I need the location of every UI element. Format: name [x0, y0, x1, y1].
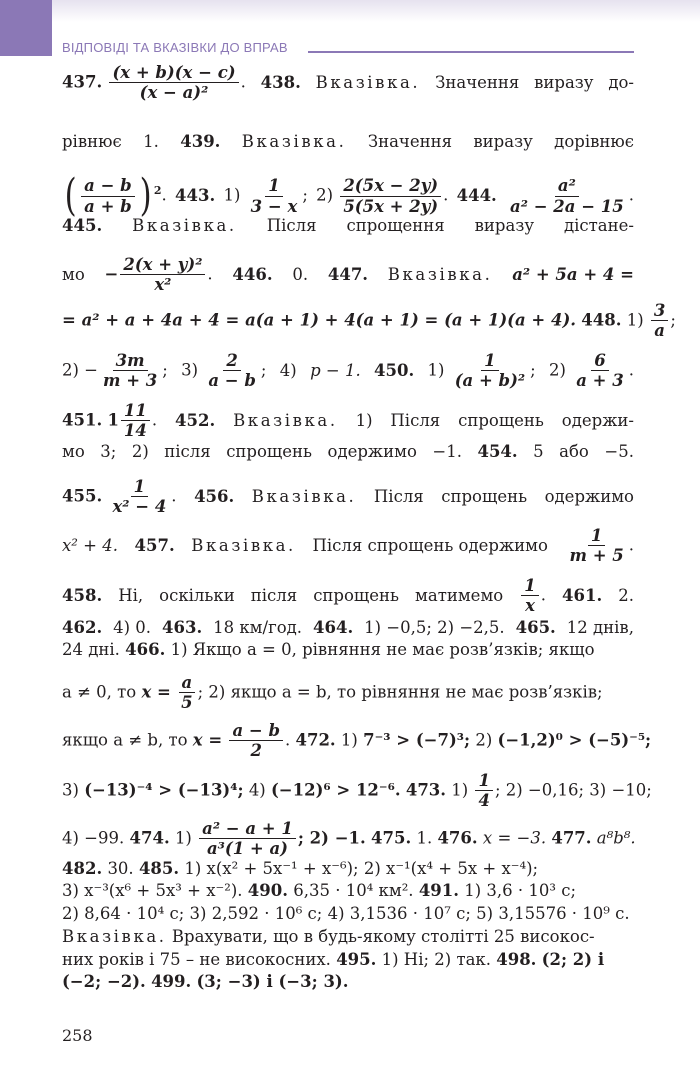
fraction: $\frac{1}{4}$ — [475, 772, 492, 810]
answer-line: ( $\frac{a - b}{a + b}$ ) $^2$. 443. 1) $\frac{1}{3 - x}$ ; 2) $\frac{2(5x - 2y)}{5(5x + 2y)}$ . 444. $\frac{\text{a²}}{\text{a² − 2a − 15}}$ . — [64, 170, 634, 221]
answer-line: мо 3; 2) після спрощень одержимо −1. 454. 5 або −5. — [62, 442, 634, 461]
problem-number: 485. — [138, 859, 180, 878]
answer-line: 482. 30. 485. 1) x(x² + 5x⁻¹ + x⁻⁶); 2) x⁻¹(x⁴ + 5x + x⁻⁴); — [62, 859, 539, 878]
answer-line: x² + 4. 457. Вказівка. Після спрощень одержимо $\frac{1}{m + 5}$ . — [62, 526, 634, 566]
problem-number: 461. — [562, 585, 603, 605]
fraction: $\frac{a - b}{2}$ — [229, 722, 283, 760]
answer-line: a ≠ 0, то x = $\frac{a}{5}$ ; 2) якщо a = b, то рівняння не має розв’язків; — [62, 673, 603, 713]
problem-number: 450. — [374, 360, 415, 380]
answer-line: 445. Вказівка. Після спрощення виразу дістане- — [62, 216, 634, 235]
answer-line: рівнює 1. 439. Вказівка. Значення виразу дорівнює — [62, 132, 634, 151]
hint-label: Вказівка. — [233, 410, 338, 430]
section-title: ВІДПОВІДІ ТА ВКАЗІВКИ ДО ВПРАВ — [62, 40, 288, 55]
problem-number: 472. — [295, 730, 336, 750]
fraction: $\frac{1}{3 - x}$ — [250, 176, 298, 216]
problem-number: 456. — [194, 486, 235, 506]
answer-line: 451. 1 $\frac{11}{14}$ . 452. Вказівка. 1) Після спрощень одержи- — [62, 401, 634, 441]
problem-number: 495. — [336, 950, 377, 969]
answer-line: 4) −99. 474. 1) $\frac{\text{a² − a + 1}}{\text{a³(1 + a)}}$ ; 2) −1. 475. 1. 476. x = −3. 477. a⁸b⁸. — [62, 819, 636, 859]
fraction: $\frac{3}{a}$ — [651, 302, 668, 340]
problem-number: 458. — [62, 585, 103, 605]
problem-number: 464. — [313, 618, 354, 637]
fraction: $\frac{11}{14}$ — [121, 402, 150, 440]
problem-number: 475. — [371, 828, 412, 848]
problem-number: 490. — [247, 881, 288, 900]
answer-line: = a² + a + 4a + 4 = a(a + 1) + 4(a + 1) = (a + 1)(a + 4). 448. 1) $\frac{3}{a}$ ; — [62, 301, 676, 341]
fraction: $\frac{1}{x}$ — [521, 577, 538, 615]
answer-line: Вказівка. Врахувати, що в будь-якому столітті 25 високос- — [62, 927, 595, 946]
hint-label: Вказівка. — [132, 216, 237, 235]
answer-line: 3) x⁻³(x⁶ + 5x³ + x⁻²). 490. 6,35 · 10⁴ км². 491. 1) 3,6 · 10³ с; — [62, 881, 577, 900]
fraction: $\frac{(x + b)(x - c)}{\text{(x − a)²}}$ — [109, 64, 238, 102]
problem-number: 476. — [437, 828, 478, 848]
problem-number: 452. — [175, 410, 216, 430]
problem-number: 498. — [496, 950, 537, 969]
problem-number: 447. — [327, 264, 369, 284]
fraction: $\frac{6}{a + 3}$ — [576, 351, 624, 391]
fraction: $\frac{a}{5}$ — [178, 674, 195, 712]
problem-number: 451. — [62, 410, 103, 430]
hint-label: Вказівка. — [387, 264, 493, 284]
answer-line: 2) − $\frac{3m}{m + 3}$ ; 3) $\frac{2}{a - b}$ ; 4) p − 1. 450. 1) $\frac{1}{\text{(a + b)²}}$ ; 2) $\frac{6}{a + 3}$ . — [62, 351, 634, 391]
problem-number: 444. — [456, 186, 497, 205]
answer-line: 462. 4) 0. 463. 18 км/год. 464. 1) −0,5; 2) −2,5. 465. 12 днів, — [62, 618, 634, 637]
fraction: $\frac{\text{a² − a + 1}}{\text{a³(1 + a)}}$ — [199, 820, 296, 858]
answer-line: 455. $\frac{1}{\text{x² − 4}}$ . 456. Вказівка. Після спрощень одержимо — [62, 477, 634, 517]
fraction: $\frac{1}{\text{x² − 4}}$ — [112, 477, 167, 517]
chapter-tab — [0, 0, 52, 56]
hint-label: Вказівка. — [241, 132, 347, 151]
problem-number: 491. — [418, 881, 459, 900]
problem-number: 443. — [175, 186, 216, 205]
problem-number: 466. — [125, 640, 166, 659]
answer-line: мо − $\frac{\text{2(x + y)²}}{\text{x²}}$ . 446. 0. 447. Вказівка. a² + 5a + 4 = — [62, 255, 634, 295]
answer-line: якщо a ≠ b, то x = $\frac{a - b}{2}$ . 472. 1) 7⁻³ > (−7)³; 2) (−1,2)⁰ > (−5)⁻⁵; — [62, 721, 652, 761]
fraction: $\frac{2(5x - 2y)}{5(5x + 2y)}$ — [340, 177, 441, 215]
fraction: $\frac{\text{2(x + y)²}}{\text{x²}}$ — [120, 256, 205, 294]
answer-line: них років і 75 – не високосних. 495. 1) Ні; 2) так. 498. (2; 2) і — [62, 950, 605, 969]
header-rule — [308, 51, 634, 53]
hint-label: Вказівка. — [315, 72, 421, 92]
hint-label: Вказівка. — [191, 535, 296, 555]
answer-line: 437. $\frac{(x + b)(x - c)}{\text{(x − a)²}}$ . 438. Вказівка. Значення виразу до- — [62, 63, 634, 103]
problem-number: 439. — [180, 132, 221, 151]
answer-line: 3) (−13)⁻⁴ > (−13)⁴; 4) (−12)⁶ > 12⁻⁶. 473. 1) $\frac{1}{4}$ ; 2) −0,16; 3) −10; — [62, 771, 652, 811]
answer-line: 2) 8,64 · 10⁴ с; 3) 2,592 · 10⁶ с; 4) 3,1536 · 10⁷ с; 5) 3,15576 · 10⁹ с. — [62, 904, 630, 923]
fraction: $\frac{1}{\text{(a + b)²}}$ — [454, 351, 526, 391]
hint-label: Вказівка. — [62, 927, 167, 946]
fraction: $\frac{a - b}{a + b}$ — [81, 177, 135, 215]
fraction: $\frac{\text{a²}}{\text{a² − 2a − 15}}$ — [510, 176, 624, 216]
problem-number: 457. — [134, 535, 175, 555]
fraction: $\frac{1}{m + 5}$ — [569, 526, 624, 566]
problem-number: 477. — [551, 828, 592, 848]
fraction: $\frac{3m}{m + 3}$ — [103, 351, 158, 391]
hint-label: Вказівка. — [251, 486, 357, 506]
answer-line: 24 дні. 466. 1) Якщо a = 0, рівняння не має розв’язків; якщо — [62, 640, 595, 659]
problem-number: 463. — [162, 618, 203, 637]
answer-line: 458. Ні, оскільки після спрощень матимемо $\frac{1}{x}$ . 461. 2. — [62, 576, 634, 616]
problem-number: 438. — [260, 72, 301, 92]
answer-line: (−2; −2). 499. (3; −3) і (−3; 3). — [62, 972, 349, 991]
problem-number: 474. — [129, 828, 170, 848]
problem-number: 454. — [477, 442, 518, 461]
page-number: 258 — [62, 1026, 93, 1045]
problem-number: 482. — [62, 859, 103, 878]
problem-number: 473. — [405, 780, 447, 800]
problem-number: 448. — [581, 310, 622, 330]
problem-number: 499. — [151, 972, 192, 991]
problem-number: 465. — [515, 618, 556, 637]
fraction: $\frac{2}{a - b}$ — [208, 351, 256, 391]
problem-number: 455. — [62, 486, 103, 506]
problem-number: 446. — [232, 264, 273, 284]
problem-number: 445. — [62, 216, 103, 235]
problem-number: 437. — [62, 72, 103, 92]
header-band — [52, 0, 700, 22]
problem-number: 462. — [62, 618, 103, 637]
